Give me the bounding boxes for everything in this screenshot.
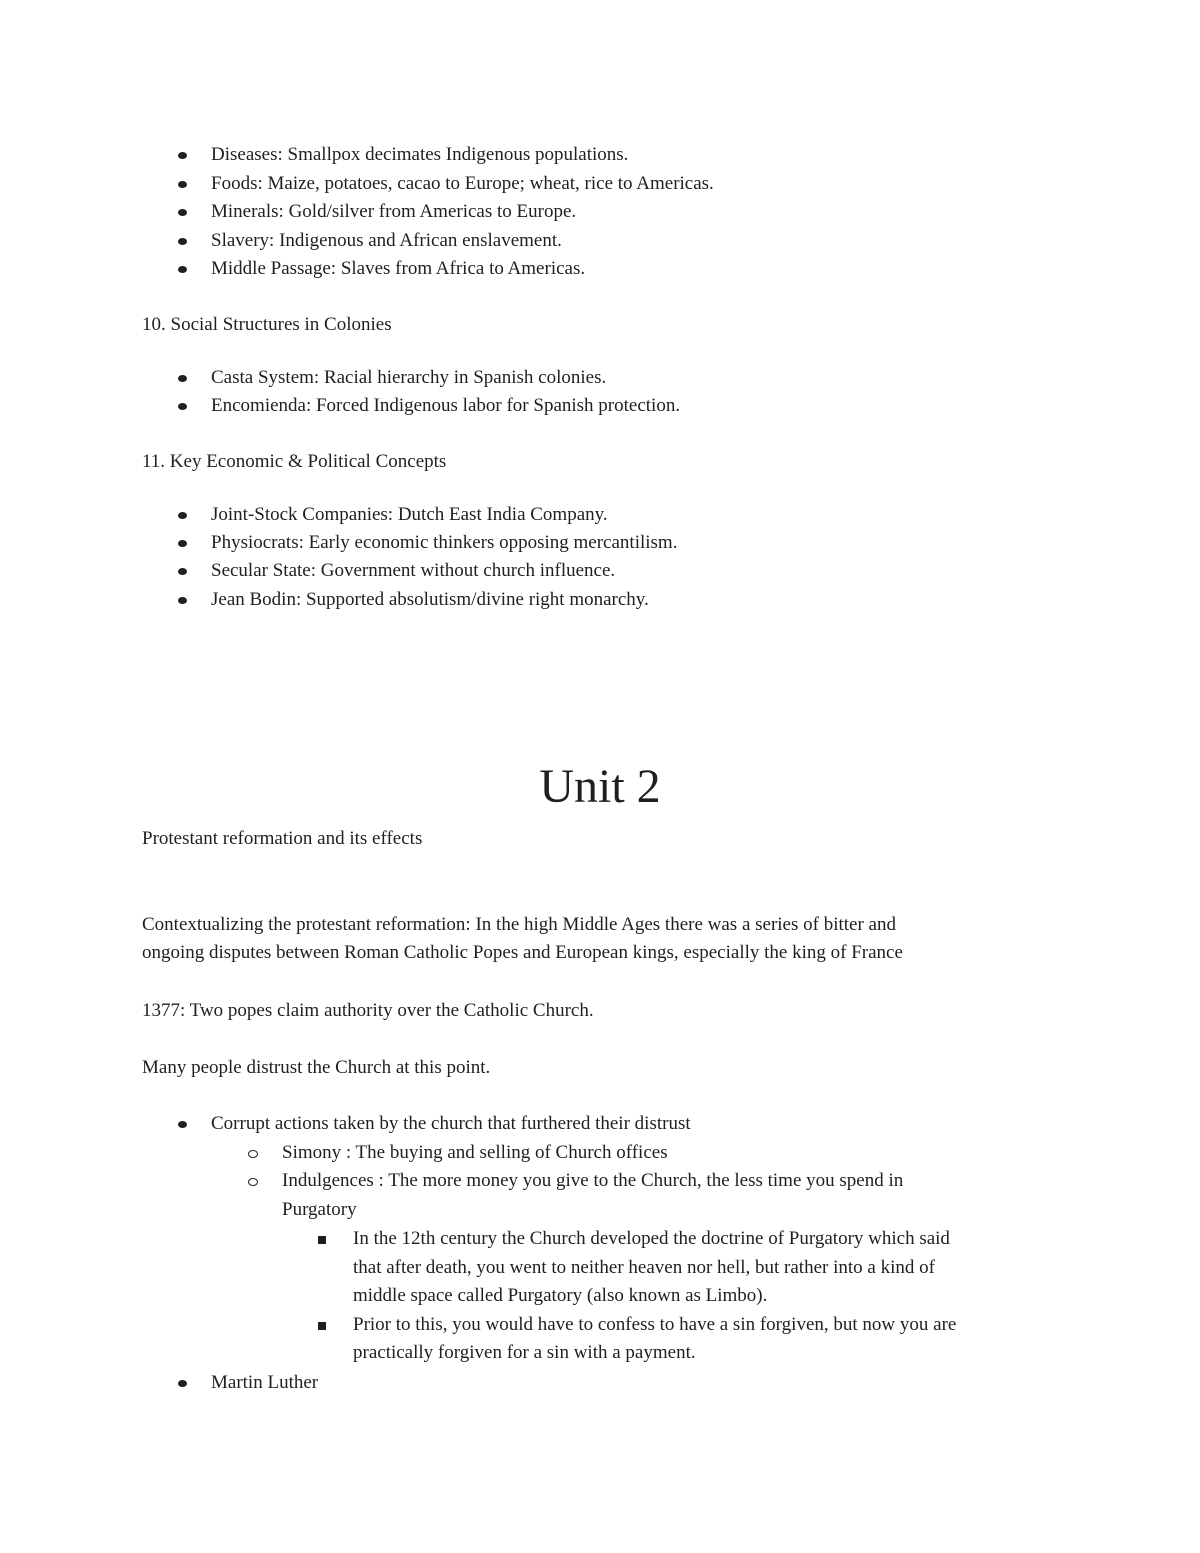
list-item: Secular State: Government without church influence. xyxy=(211,560,616,581)
bullet-dot xyxy=(178,375,187,382)
list-item: Corrupt actions taken by the church that furthered their distrust xyxy=(211,1113,691,1134)
bullet-dot xyxy=(178,266,187,273)
bullet-dot xyxy=(178,403,187,410)
paragraph-line: ongoing disputes between Roman Catholic Popes and European kings, especially the king of France xyxy=(142,942,903,963)
section-title: 11. Key Economic & Political Concepts xyxy=(142,451,447,472)
bullet-dot xyxy=(178,597,187,604)
list-item-continuation: middle space called Purgatory (also known as Limbo). xyxy=(353,1285,768,1306)
bullet-dot xyxy=(178,540,187,547)
paragraph-line: 1377: Two popes claim authority over the Catholic Church. xyxy=(142,1000,594,1021)
list-item: Physiocrats: Early economic thinkers opposing mercantilism. xyxy=(211,532,678,553)
unit-heading: Unit 2 xyxy=(539,760,661,813)
bullet-ring xyxy=(248,1150,258,1158)
bullet-ring xyxy=(248,1178,258,1186)
list-item: Diseases: Smallpox decimates Indigenous populations. xyxy=(211,144,629,165)
list-item: Martin Luther xyxy=(211,1372,319,1393)
list-item: Slavery: Indigenous and African enslavement. xyxy=(211,230,562,251)
section-title: 10. Social Structures in Colonies xyxy=(142,314,392,335)
paragraph-line: Many people distrust the Church at this point. xyxy=(142,1057,491,1078)
bullet-dot xyxy=(178,181,187,188)
bullet-square xyxy=(318,1322,326,1330)
list-item-continuation: Purgatory xyxy=(282,1199,357,1220)
list-item: Indulgences : The more money you give to the Church, the less time you spend in xyxy=(282,1170,904,1191)
bullet-dot xyxy=(178,238,187,245)
list-item: Joint-Stock Companies: Dutch East India Company. xyxy=(211,504,608,525)
list-item: Foods: Maize, potatoes, cacao to Europe; wheat, rice to Americas. xyxy=(211,173,714,194)
list-item: Prior to this, you would have to confess to have a sin forgiven, but now you are xyxy=(353,1314,957,1335)
bullet-dot xyxy=(178,1380,187,1387)
list-item-continuation: practically forgiven for a sin with a payment. xyxy=(353,1342,696,1363)
paragraph-line: Contextualizing the protestant reformation: In the high Middle Ages there was a series of bitter and xyxy=(142,914,896,935)
list-item: Jean Bodin: Supported absolutism/divine right monarchy. xyxy=(211,589,649,610)
bullet-dot xyxy=(178,1121,187,1128)
bullet-dot xyxy=(178,568,187,575)
bullet-dot xyxy=(178,512,187,519)
list-item: Casta System: Racial hierarchy in Spanish colonies. xyxy=(211,367,607,388)
list-item: Encomienda: Forced Indigenous labor for Spanish protection. xyxy=(211,395,681,416)
list-item: Middle Passage: Slaves from Africa to Americas. xyxy=(211,258,586,279)
list-item: Minerals: Gold/silver from Americas to Europe. xyxy=(211,201,577,222)
bullet-dot xyxy=(178,152,187,159)
list-item-continuation: that after death, you went to neither heaven nor hell, but rather into a kind of xyxy=(353,1257,935,1278)
unit-subtitle: Protestant reformation and its effects xyxy=(142,828,423,849)
bullet-square xyxy=(318,1236,326,1244)
list-item: In the 12th century the Church developed the doctrine of Purgatory which said xyxy=(353,1228,950,1249)
list-item: Simony : The buying and selling of Church offices xyxy=(282,1142,668,1163)
bullet-dot xyxy=(178,209,187,216)
